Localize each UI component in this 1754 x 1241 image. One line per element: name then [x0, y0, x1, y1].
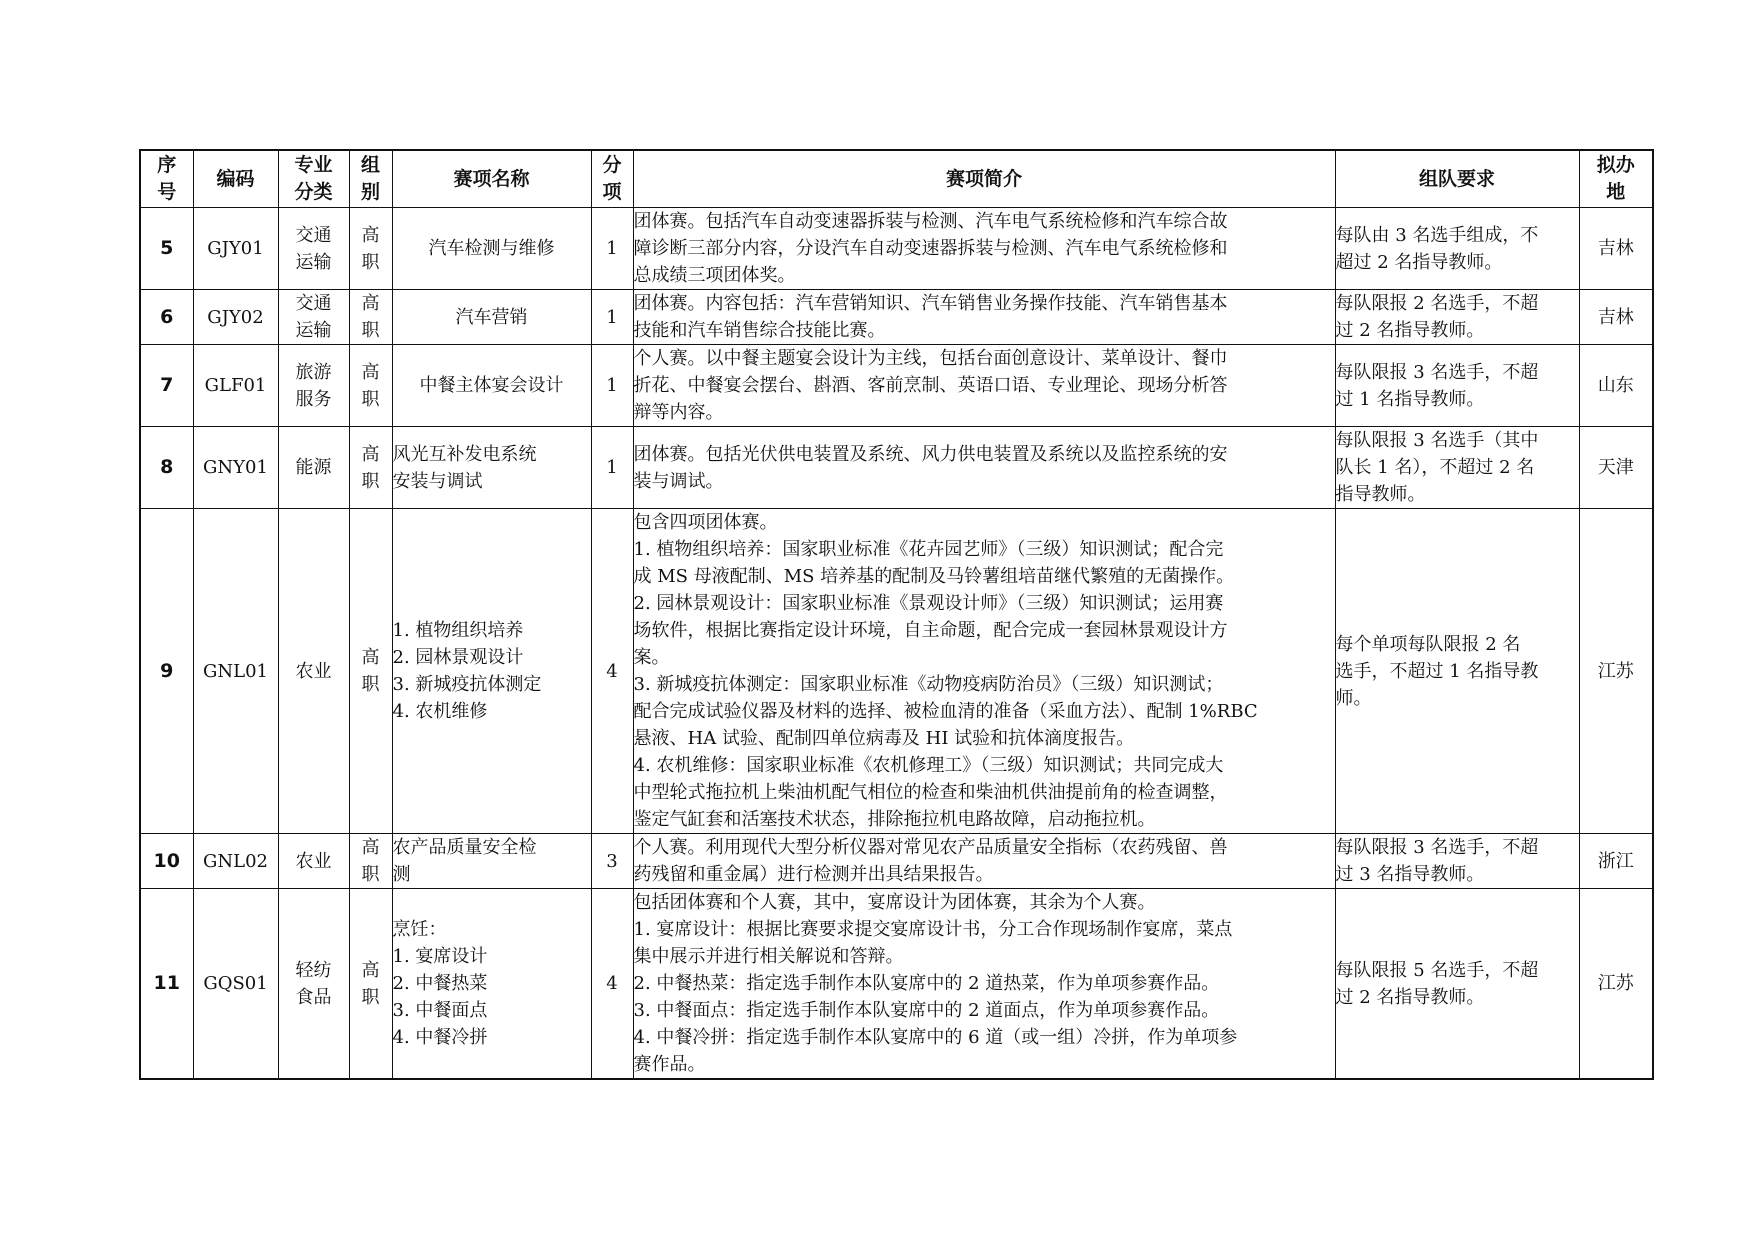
header-host: 拟办 地 [1579, 150, 1653, 208]
cell-intro-line: 障诊断三部分内容，分设汽车自动变速器拆装与检测、汽车电气系统检修和 [633, 238, 1228, 259]
table-row [140, 834, 1653, 889]
cell-group-line: 高 [361, 647, 380, 668]
cell-intro-line: 成 MS 母液配制、MS 培养基的配制及马铃薯组培苗继代繁殖的无菌操作。 [633, 566, 1235, 587]
cell-seq: 11 [140, 889, 193, 1080]
cell-major-line: 能源 [295, 457, 332, 478]
header-seq: 序 号 [140, 150, 193, 208]
cell-team [1335, 889, 1579, 1080]
cell-intro-line: 包含四项团体赛。 [633, 512, 778, 533]
cell-team-line: 师。 [1335, 687, 1372, 709]
cell-intro-line: 配合完成试验仪器及材料的选择、被检血清的准备（采血方法）、配制 1%RBC [633, 701, 1258, 722]
cell-host: 吉林 [1579, 208, 1653, 290]
cell-name-line: 烹饪： [392, 919, 447, 940]
cell-intro-line: 2. 园林景观设计：国家职业标准《景观设计师》（三级）知识测试；运用赛 [633, 593, 1224, 614]
cell-intro-line: 中型轮式拖拉机上柴油机配气相位的检查和柴油机供油提前角的检查调整， [633, 782, 1228, 803]
table-row [140, 345, 1653, 427]
cell-intro [633, 208, 1335, 290]
cell-major-line: 交通 [295, 293, 332, 314]
cell-code: GNL01 [193, 509, 278, 834]
cell-name-line: 2. 中餐热菜 [392, 973, 488, 994]
cell-group-line: 高 [361, 959, 380, 981]
cell-major-line: 运输 [295, 251, 332, 273]
header-major: 专业 分类 [278, 150, 349, 208]
cell-intro-line: 3. 中餐面点：指定选手制作本队宴席中的 2 道面点，作为单项参赛作品。 [633, 1000, 1220, 1021]
cell-intro-line: 1. 植物组织培养：国家职业标准《花卉园艺师》（三级）知识测试；配合完 [633, 539, 1224, 560]
cell-host: 吉林 [1579, 290, 1653, 345]
cell-host: 天津 [1579, 427, 1653, 509]
cell-name-line: 汽车检测与维修 [428, 238, 555, 259]
cell-major [278, 208, 349, 290]
cell-intro-line: 案。 [633, 647, 670, 668]
cell-team-line: 过 3 名指导教师。 [1335, 864, 1485, 885]
cell-intro-line: 团体赛。内容包括：汽车营销知识、汽车销售业务操作技能、汽车销售基本 [633, 293, 1228, 314]
cell-group [349, 889, 392, 1080]
cell-code: GNL02 [193, 834, 278, 889]
cell-team [1335, 290, 1579, 345]
cell-group-line: 职 [361, 470, 380, 492]
cell-name [392, 427, 591, 509]
table-row [140, 427, 1653, 509]
cell-group [349, 834, 392, 889]
cell-intro-line: 4. 中餐冷拼：指定选手制作本队宴席中的 6 道（或一组）冷拼，作为单项参 [633, 1027, 1238, 1048]
cell-host: 浙江 [1579, 834, 1653, 889]
cell-sub: 4 [591, 509, 633, 834]
cell-name [392, 208, 591, 290]
cell-team [1335, 427, 1579, 509]
cell-intro [633, 834, 1335, 889]
cell-name [392, 509, 591, 834]
cell-team-line: 过 2 名指导教师。 [1335, 320, 1485, 341]
cell-major-line: 轻纺 [295, 959, 332, 981]
cell-intro-line: 辩等内容。 [633, 402, 724, 423]
cell-seq: 10 [140, 834, 193, 889]
cell-name-line: 3. 新城疫抗体测定 [392, 674, 542, 695]
cell-intro-line: 折花、中餐宴会摆台、斟酒、客前烹制、英语口语、专业理论、现场分析答 [633, 375, 1228, 396]
cell-seq: 7 [140, 345, 193, 427]
cell-intro [633, 290, 1335, 345]
cell-name-line: 安装与调试 [392, 470, 483, 492]
cell-intro-line: 技能和汽车销售综合技能比赛。 [633, 320, 886, 341]
header-sub: 分 项 [591, 150, 633, 208]
cell-group-line: 高 [361, 361, 380, 383]
header-name: 赛项名称 [392, 150, 591, 208]
cell-team-line: 过 1 名指导教师。 [1335, 388, 1485, 410]
cell-major [278, 889, 349, 1080]
cell-intro-line: 鉴定气缸套和活塞技术状态，排除拖拉机电路故障，启动拖拉机。 [633, 809, 1156, 830]
cell-code: GJY01 [193, 208, 278, 290]
cell-major-line: 交通 [295, 224, 332, 246]
cell-major [278, 427, 349, 509]
cell-major-line: 农业 [295, 660, 332, 682]
cell-team-line: 每队限报 3 名选手（其中 [1335, 430, 1539, 451]
cell-host: 江苏 [1579, 889, 1653, 1080]
header-code: 编码 [193, 150, 278, 208]
cell-name [392, 345, 591, 427]
table-row [140, 208, 1653, 290]
cell-group-line: 职 [361, 674, 380, 695]
cell-intro-line: 1. 宴席设计：根据比赛要求提交宴席设计书，分工合作现场制作宴席，菜点 [633, 919, 1233, 940]
cell-intro-line: 悬液、HA 试验、配制四单位病毒及 HI 试验和抗体滴度报告。 [633, 728, 1135, 749]
table-row [140, 509, 1653, 834]
cell-host: 江苏 [1579, 509, 1653, 834]
cell-sub: 1 [591, 427, 633, 509]
cell-seq: 5 [140, 208, 193, 290]
cell-team-line: 指导教师。 [1335, 484, 1426, 505]
header-intro: 赛项简介 [633, 150, 1335, 208]
cell-intro-line: 3. 新城疫抗体测定：国家职业标准《动物疫病防治员》（三级）知识测试； [633, 674, 1224, 695]
cell-team-line: 过 2 名指导教师。 [1335, 986, 1485, 1008]
cell-intro-line: 2. 中餐热菜：指定选手制作本队宴席中的 2 道热菜，作为单项参赛作品。 [633, 973, 1220, 994]
cell-team-line: 每队限报 5 名选手，不超 [1335, 959, 1539, 981]
cell-intro-line: 装与调试。 [633, 470, 724, 492]
cell-group-line: 高 [361, 293, 380, 314]
competition-table [139, 149, 1654, 1080]
cell-intro-line: 4. 农机维修：国家职业标准《农机修理工》（三级）知识测试；共同完成大 [633, 755, 1224, 776]
cell-team-line: 每个单项每队限报 2 名 [1335, 633, 1521, 655]
cell-major [278, 509, 349, 834]
cell-name-line: 4. 中餐冷拼 [392, 1027, 488, 1048]
cell-code: GQS01 [193, 889, 278, 1080]
cell-group-line: 高 [361, 443, 380, 465]
cell-group [349, 208, 392, 290]
cell-group-line: 高 [361, 837, 380, 858]
cell-sub: 1 [591, 345, 633, 427]
cell-intro-line: 总成绩三项团体奖。 [633, 265, 796, 286]
cell-team [1335, 509, 1579, 834]
cell-code: GNY01 [193, 427, 278, 509]
cell-team [1335, 345, 1579, 427]
cell-name-line: 3. 中餐面点 [392, 1000, 488, 1021]
cell-group-line: 职 [361, 986, 380, 1008]
cell-sub: 3 [591, 834, 633, 889]
cell-group-line: 高 [361, 224, 380, 246]
cell-intro [633, 427, 1335, 509]
cell-major-line: 运输 [295, 320, 332, 341]
cell-seq: 6 [140, 290, 193, 345]
cell-intro-line: 团体赛。包括光伏供电装置及系统、风力供电装置及系统以及监控系统的安 [633, 443, 1228, 465]
cell-team-line: 队长 1 名），不超过 2 名 [1335, 457, 1535, 478]
cell-name [392, 889, 591, 1080]
cell-name [392, 834, 591, 889]
cell-group [349, 427, 392, 509]
cell-intro-line: 个人赛。利用现代大型分析仪器对常见农产品质量安全指标（农药残留、兽 [633, 837, 1228, 858]
cell-team-line: 每队由 3 名选手组成，不 [1335, 224, 1539, 246]
table-row [140, 889, 1653, 1080]
cell-major-line: 服务 [295, 388, 332, 410]
cell-intro [633, 345, 1335, 427]
cell-group-line: 职 [361, 251, 380, 273]
cell-intro-line: 场软件，根据比赛指定设计环境，自主命题，配合完成一套园林景观设计方 [633, 620, 1228, 641]
cell-name-line: 2. 园林景观设计 [392, 647, 524, 668]
table-row [140, 290, 1653, 345]
cell-code: GLF01 [193, 345, 278, 427]
cell-host: 山东 [1579, 345, 1653, 427]
cell-sub: 1 [591, 290, 633, 345]
header-group: 组 别 [349, 150, 392, 208]
cell-team-line: 每队限报 3 名选手，不超 [1335, 837, 1539, 858]
cell-intro-line: 赛作品。 [633, 1054, 706, 1075]
cell-group-line: 职 [361, 864, 380, 885]
cell-major [278, 345, 349, 427]
cell-team-line: 选手，不超过 1 名指导教 [1335, 660, 1539, 682]
cell-group [349, 345, 392, 427]
header-row [140, 150, 1653, 208]
cell-seq: 8 [140, 427, 193, 509]
cell-group [349, 290, 392, 345]
table-body [140, 208, 1653, 1080]
cell-team [1335, 208, 1579, 290]
cell-group-line: 职 [361, 320, 380, 341]
cell-team-line: 每队限报 2 名选手，不超 [1335, 293, 1539, 314]
cell-sub: 4 [591, 889, 633, 1080]
cell-team-line: 超过 2 名指导教师。 [1335, 251, 1503, 273]
cell-name-line: 汽车营销 [455, 306, 528, 328]
header-team: 组队要求 [1335, 150, 1579, 208]
cell-name-line: 4. 农机维修 [392, 701, 488, 722]
cell-sub: 1 [591, 208, 633, 290]
cell-group [349, 509, 392, 834]
cell-name-line: 1. 植物组织培养 [392, 620, 524, 641]
cell-name-line: 中餐主体宴会设计 [419, 375, 564, 396]
cell-major-line: 旅游 [295, 361, 332, 383]
cell-seq: 9 [140, 509, 193, 834]
cell-major [278, 834, 349, 889]
cell-name-line: 风光互补发电系统 [392, 443, 537, 465]
cell-name-line: 农产品质量安全检 [392, 837, 537, 858]
cell-code: GJY02 [193, 290, 278, 345]
cell-intro [633, 509, 1335, 834]
cell-major-line: 食品 [295, 986, 332, 1008]
cell-name [392, 290, 591, 345]
cell-group-line: 职 [361, 388, 380, 410]
cell-intro-line: 包括团体赛和个人赛，其中，宴席设计为团体赛，其余为个人赛。 [633, 892, 1156, 913]
cell-name-line: 1. 宴席设计 [392, 946, 488, 967]
cell-team-line: 每队限报 3 名选手，不超 [1335, 361, 1539, 383]
cell-intro-line: 团体赛。包括汽车自动变速器拆装与检测、汽车电气系统检修和汽车综合故 [633, 211, 1228, 232]
cell-intro [633, 889, 1335, 1080]
cell-major-line: 农业 [295, 850, 332, 872]
cell-intro-line: 个人赛。以中餐主题宴会设计为主线，包括台面创意设计、菜单设计、餐巾 [633, 348, 1228, 369]
cell-intro-line: 集中展示并进行相关解说和答辩。 [633, 946, 904, 967]
cell-team [1335, 834, 1579, 889]
cell-intro-line: 药残留和重金属）进行检测并出具结果报告。 [633, 864, 994, 885]
cell-major [278, 290, 349, 345]
cell-name-line: 测 [392, 864, 411, 885]
